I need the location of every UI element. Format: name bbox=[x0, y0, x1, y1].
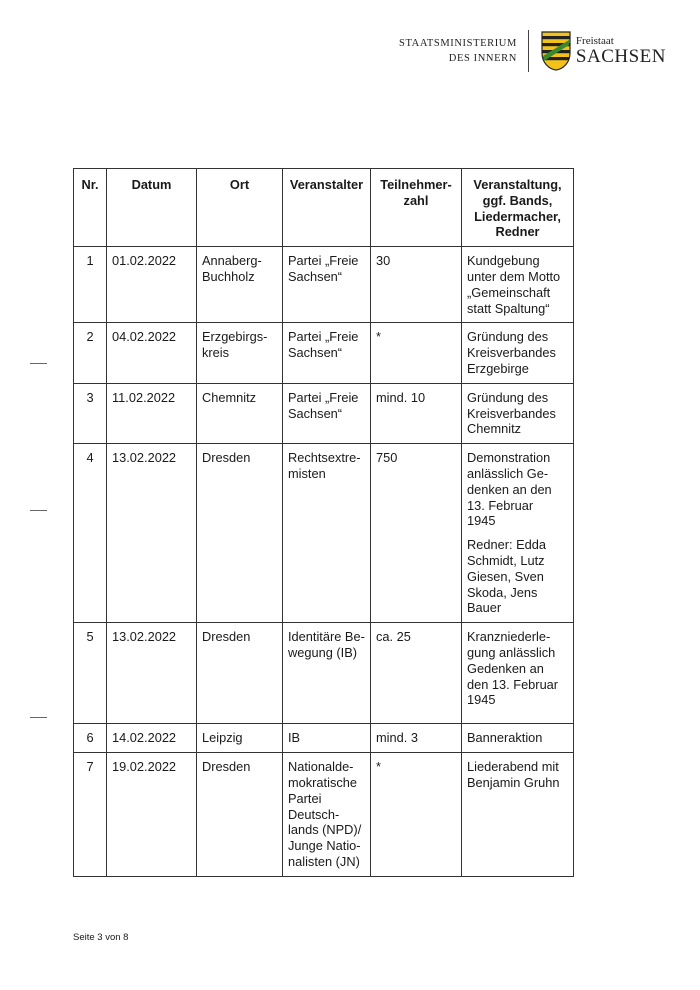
cell-teilnehmerzahl bbox=[371, 444, 462, 623]
cell-datum-text: 13.02.2022 bbox=[112, 450, 177, 466]
cell-teilnehmerzahl-text: 750 bbox=[376, 450, 398, 466]
cell-ort-text: Erzgebirgs- kreis bbox=[202, 329, 268, 361]
cell-veranstalter-text: Partei „Freie Sachsen“ bbox=[288, 389, 359, 421]
cell-datum-text: 11.02.2022 bbox=[112, 389, 176, 405]
cell-veranstalter bbox=[283, 753, 371, 877]
cell-veranstalter-text: Partei „Freie Sachsen“ bbox=[288, 329, 359, 361]
cell-veranstalter-text: Identitäre Be- wegung (IB) bbox=[288, 629, 365, 660]
table-row bbox=[74, 247, 574, 323]
cell-nr-text: 3 bbox=[86, 389, 94, 405]
cell-ort bbox=[197, 444, 283, 623]
table-row bbox=[74, 724, 574, 753]
column-header-veranstaltung: Veranstaltung, ggf. Bands, Liedermacher, Redner bbox=[462, 169, 574, 247]
state-name bbox=[576, 35, 666, 67]
cell-veranstaltung-text: Kranzniederle- gung anlässlich Gedenken an den 13. Februar 1945 bbox=[467, 629, 559, 708]
page-number: Seite 3 von 8 bbox=[73, 932, 129, 943]
cell-nr-text: 7 bbox=[86, 759, 94, 775]
table-row bbox=[74, 753, 574, 877]
cell-ort bbox=[197, 623, 283, 724]
cell-datum-text: 01.02.2022 bbox=[112, 253, 177, 269]
cell-veranstalter bbox=[283, 724, 371, 753]
cell-teilnehmerzahl bbox=[371, 623, 462, 724]
cell-veranstaltung-text: Demonstration anlässlich Ge- denken an den 13. Februar 1945 bbox=[467, 450, 552, 529]
cell-ort bbox=[197, 383, 283, 443]
cell-nr-text: 2 bbox=[86, 329, 94, 345]
cell-datum bbox=[107, 247, 197, 323]
cell-veranstaltung-text: Gründung des Kreisverbandes Chemnitz bbox=[467, 389, 556, 437]
cell-veranstaltung bbox=[462, 383, 574, 443]
cell-nr bbox=[74, 623, 107, 724]
cell-teilnehmerzahl bbox=[371, 724, 462, 753]
table-row bbox=[74, 444, 574, 623]
ministry-line-2: DES INNERN bbox=[448, 53, 517, 64]
cell-veranstaltung bbox=[462, 724, 574, 753]
cell-ort-text: Dresden bbox=[202, 450, 251, 466]
cell-datum bbox=[107, 724, 197, 753]
cell-teilnehmerzahl-text: * bbox=[376, 759, 381, 775]
cell-nr-text: 1 bbox=[86, 253, 94, 269]
cell-nr bbox=[74, 753, 107, 877]
cell-veranstalter bbox=[283, 444, 371, 623]
cell-veranstaltung bbox=[462, 323, 574, 383]
letterhead bbox=[399, 30, 666, 72]
cell-nr bbox=[74, 247, 107, 323]
table-row bbox=[74, 323, 574, 383]
fold-mark bbox=[30, 363, 47, 364]
cell-veranstalter-text: Partei „Freie Sachsen“ bbox=[288, 253, 359, 284]
cell-ort bbox=[197, 724, 283, 753]
cell-ort bbox=[197, 753, 283, 877]
column-header-datum: Datum bbox=[107, 169, 197, 247]
cell-veranstalter bbox=[283, 323, 371, 383]
cell-veranstaltung-text: Gründung des Kreisverbandes Erzgebirge bbox=[467, 329, 556, 376]
column-header-nr: Nr. bbox=[74, 169, 107, 247]
cell-teilnehmerzahl-text: 30 bbox=[376, 253, 391, 269]
cell-teilnehmerzahl-text: * bbox=[376, 329, 381, 345]
cell-veranstalter bbox=[283, 623, 371, 724]
column-header-veranstalter: Veranstalter bbox=[283, 169, 371, 247]
state-name-big: SACHSEN bbox=[575, 46, 666, 67]
table-row bbox=[74, 383, 574, 443]
saxony-coat-of-arms-icon bbox=[541, 31, 571, 71]
cell-ort-text: Annaberg- Buchholz bbox=[202, 253, 262, 284]
cell-ort-text: Dresden bbox=[202, 629, 251, 645]
cell-teilnehmerzahl bbox=[371, 323, 462, 383]
cell-veranstaltung bbox=[462, 247, 574, 323]
cell-datum-text: 19.02.2022 bbox=[112, 759, 177, 775]
cell-nr bbox=[74, 383, 107, 443]
cell-veranstaltung-text: Banneraktion bbox=[467, 730, 543, 746]
column-header-teilnehmerzahl: Teilnehmer- zahl bbox=[371, 169, 462, 247]
cell-veranstalter-text: Nationalde- mokratische Partei Deutsch- lands (NPD)/ Junge Natio- nalisten (JN) bbox=[288, 759, 362, 869]
table-header-row bbox=[74, 169, 574, 247]
cell-ort-text: Chemnitz bbox=[202, 389, 257, 405]
cell-nr-text: 5 bbox=[86, 629, 94, 645]
cell-datum bbox=[107, 753, 197, 877]
cell-veranstalter bbox=[283, 383, 371, 443]
cell-teilnehmerzahl bbox=[371, 247, 462, 323]
fold-mark bbox=[30, 717, 47, 718]
cell-nr bbox=[74, 323, 107, 383]
cell-datum bbox=[107, 444, 197, 623]
letterhead-divider bbox=[528, 30, 529, 72]
cell-nr bbox=[74, 724, 107, 753]
cell-veranstaltung bbox=[462, 623, 574, 724]
cell-veranstalter bbox=[283, 247, 371, 323]
table-body bbox=[74, 247, 574, 877]
events-table bbox=[73, 168, 574, 877]
cell-teilnehmerzahl-text: mind. 3 bbox=[376, 730, 418, 746]
state-name-small: Freistaat bbox=[575, 35, 614, 47]
cell-veranstaltung bbox=[462, 444, 574, 623]
cell-datum-text: 13.02.2022 bbox=[112, 629, 177, 645]
cell-datum bbox=[107, 623, 197, 724]
cell-teilnehmerzahl-text: mind. 10 bbox=[376, 389, 426, 405]
cell-datum bbox=[107, 323, 197, 383]
cell-datum-text: 14.02.2022 bbox=[112, 730, 177, 746]
cell-ort bbox=[197, 247, 283, 323]
cell-redner-text: Redner: Edda Schmidt, Lutz Giesen, Sven Skoda, Jens Bauer bbox=[467, 537, 546, 616]
cell-veranstaltung bbox=[462, 753, 574, 877]
cell-ort-text: Dresden bbox=[202, 759, 251, 775]
fold-mark bbox=[30, 510, 47, 511]
cell-ort-text: Leipzig bbox=[202, 730, 243, 746]
cell-ort bbox=[197, 323, 283, 383]
cell-datum-text: 04.02.2022 bbox=[112, 329, 177, 345]
cell-datum bbox=[107, 383, 197, 443]
cell-veranstalter-text: Rechtsextre- misten bbox=[288, 450, 361, 481]
cell-nr-text: 6 bbox=[86, 730, 94, 746]
cell-teilnehmerzahl bbox=[371, 383, 462, 443]
cell-nr-text: 4 bbox=[86, 450, 94, 466]
column-header-ort: Ort bbox=[197, 169, 283, 247]
cell-teilnehmerzahl bbox=[371, 753, 462, 877]
cell-veranstaltung-text: Kundgebung unter dem Motto „Gemeinschaft statt Spaltung“ bbox=[467, 253, 561, 316]
ministry-name bbox=[399, 36, 528, 66]
cell-veranstalter-text: IB bbox=[288, 730, 301, 746]
cell-veranstaltung-text: Liederabend mit Benjamin Gruhn bbox=[467, 759, 560, 790]
cell-nr bbox=[74, 444, 107, 623]
ministry-line-1: STAATSMINISTERIUM bbox=[399, 38, 517, 49]
table-row bbox=[74, 623, 574, 724]
cell-teilnehmerzahl-text: ca. 25 bbox=[376, 629, 411, 645]
